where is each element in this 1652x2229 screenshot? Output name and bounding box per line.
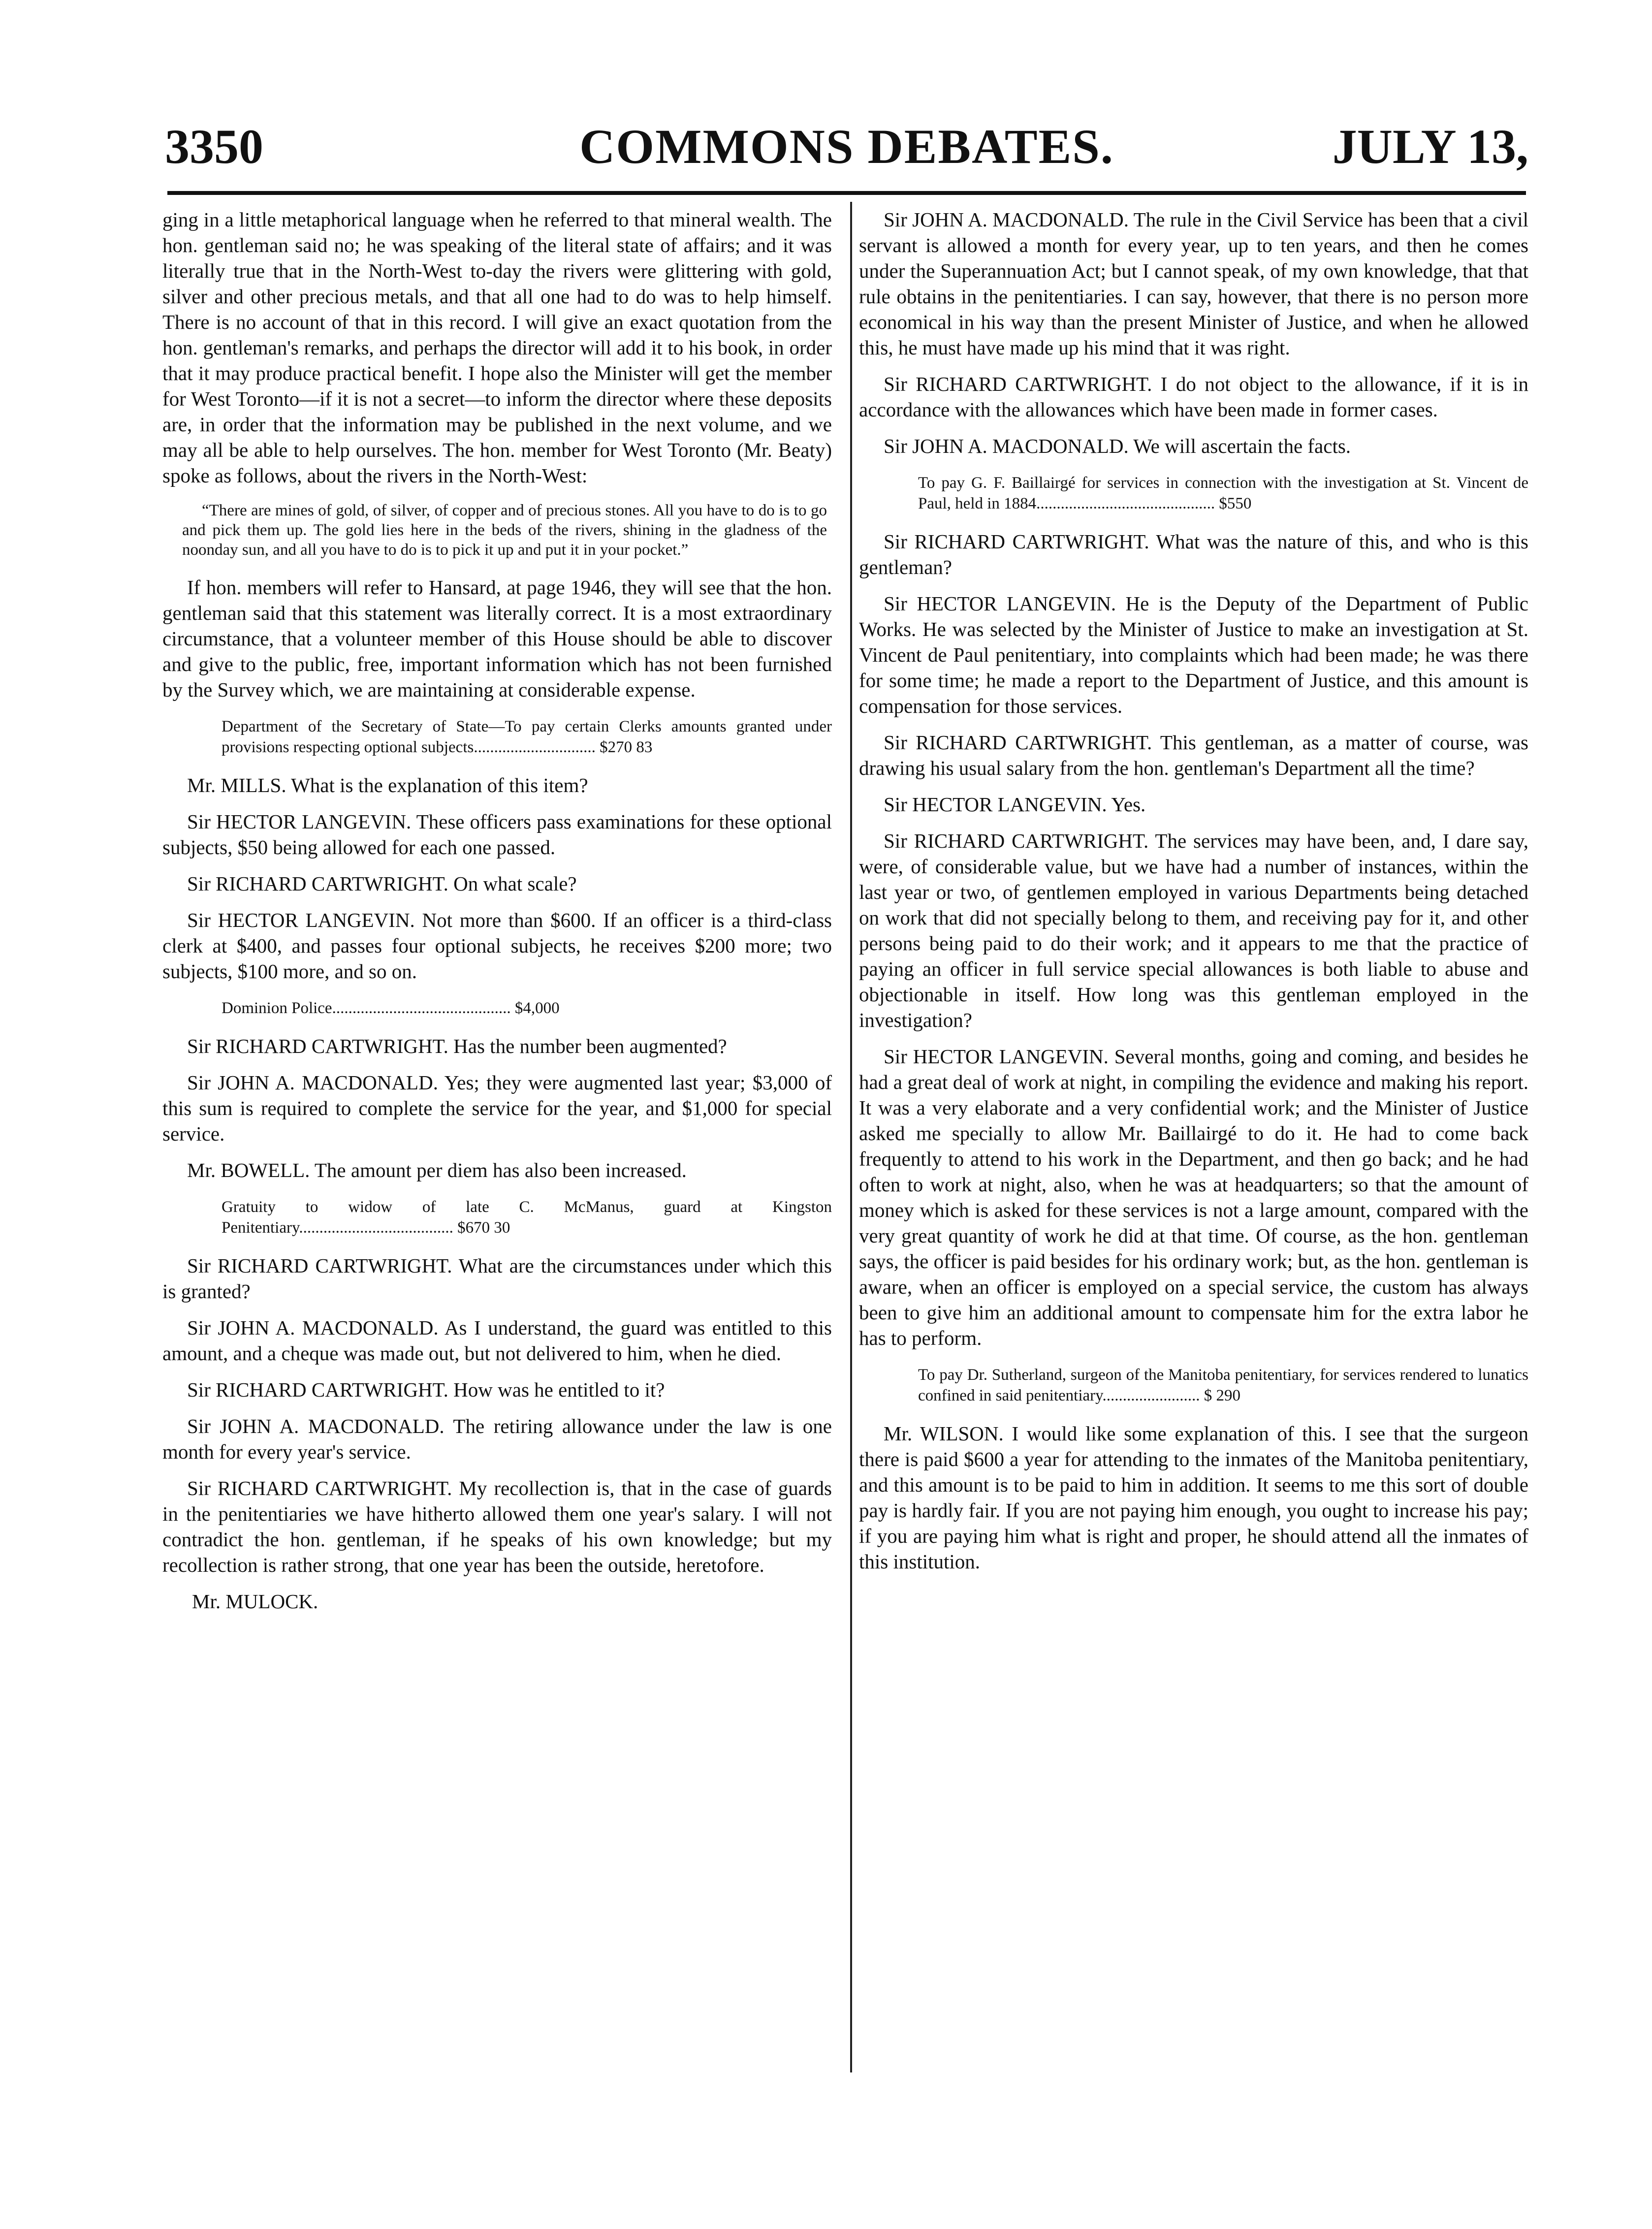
paragraph: Sir RICHARD CARTWRIGHT. My recollection is, that in the case of guards in the penitentiaries we have hitherto allowed them one year's salary. I will not contradict the hon. gentleman, if he speaks of his own knowledge; but my recollection is rather strong, that one year has been the outside, heretofore. xyxy=(162,1477,832,1576)
paragraph: Sir JOHN A. MACDONALD. We will ascertain the facts. xyxy=(884,435,1351,457)
paragraph: Sir HECTOR LANGEVIN. Several months, going and coming, and besides he had a great deal of work at night, in compiling the evidence and making his report. It was a very elaborate and a very confidential work; and the Minister of Justice asked me specially to allow Mr. Baillairgé to do it. He had to come back frequently to attend to his work in the Department, and then go back; and he had often to work at night, also, when he was at headquarters; so that the amount of money which is asked for these services is not a large amount, compared with the very great quantity of work he did at that time. Of course, as the hon. gentleman says, the officer is paid besides for his ordinary work; but, as the hon. gentleman is aware, when an officer is employed on a special service, the custom has always been to give him an additional amount to compensate him for the extra labor he has to perform. xyxy=(859,1045,1528,1349)
paragraph: ging in a little metaphorical language when he referred to that mineral wealth. The hon. gentleman said no; he was speaking of the literal state of affairs; and it was literally true that in the North-West to-day the rivers were glittering with gold, silver and other precious metals, and that all one had to do was to help himself. There is no account of that in this record. I will give an exact quotation from the hon. gentleman's remarks, and perhaps the director will add it to his book, in order that it may produce practical benefit. I hope also the Minister will get the member for West Toronto—if it is not a secret—to inform the director where these deposits are, in order that the information may be published in the next volume, and we may all be able to help ourselves. The hon. member for West Toronto (Mr. Beaty) spoke as follows, about the rivers in the North-West: xyxy=(162,208,832,487)
paragraph: Mr. BOWELL. The amount per diem has also been increased. xyxy=(187,1159,687,1181)
paragraph: Sir RICHARD CARTWRIGHT. Has the number been augmented? xyxy=(187,1035,727,1057)
paragraph: Sir JOHN A. MACDONALD. The rule in the Civil Service has been that a civil servant is allowed a month for every year, up to ten years, and then he comes under the Superannuation Act; but I cannot speak, of my own knowledge, that that rule obtains in the penitentiaries. I can say, however, that there is no person more economical in his way than the present Minister of Justice, and when he allowed this, he must have made up his mind that it was right. xyxy=(859,208,1528,359)
column-divider xyxy=(850,202,852,2072)
estimate-item: Department of the Secretary of State—To pay certain Clerks amounts granted under provisions respecting optional subjects.............................. $270 83 xyxy=(222,718,832,756)
estimate-item: Dominion Police............................................ $4,000 xyxy=(222,999,560,1017)
speaker-continuation: Mr. MULOCK. xyxy=(192,1590,318,1613)
page-date: JULY 13, xyxy=(1332,119,1528,174)
paragraph: Sir HECTOR LANGEVIN. These officers pass examinations for these optional subjects, $50 being allowed for each one passed. xyxy=(162,810,832,859)
paragraph: Sir RICHARD CARTWRIGHT. On what scale? xyxy=(187,872,577,895)
header-rule xyxy=(167,191,1526,195)
paragraph: Sir RICHARD CARTWRIGHT. What was the nature of this, and who is this gentleman? xyxy=(859,530,1528,578)
estimate-item: To pay G. F. Baillairgé for services in connection with the investigation at St. Vincent de Paul, held in 1884............................................ $550 xyxy=(918,474,1528,512)
publication-title: COMMONS DEBATES. xyxy=(579,119,1114,174)
paragraph: Sir HECTOR LANGEVIN. Yes. xyxy=(884,793,1146,816)
estimate-item: To pay Dr. Sutherland, surgeon of the Manitoba penitentiary, for services rendered to lunatics confined in said penitentiary........................ $ 290 xyxy=(918,1366,1528,1404)
paragraph: Mr. WILSON. I would like some explanation of this. I see that the surgeon there is paid $600 a year for attending to the inmates of the Manitoba penitentiary, and this amount is to be paid to him in addition. It seems to me this sort of double pay is hardly fair. If you are not paying him enough, you ought to increase his pay; if you are paying him what is right and proper, he should attend all the inmates of this institution. xyxy=(859,1422,1528,1573)
quotation: “There are mines of gold, of silver, of copper and of precious stones. All you have to do is to go and pick them up. The gold lies here in the beds of the rivers, shining in the gladness of the noonday sun, and all you have to do is to pick it up and put it in your pocket.” xyxy=(182,502,827,559)
paragraph: Sir JOHN A. MACDONALD. As I understand, the guard was entitled to this amount, and a cheque was made out, but not delivered to him, when he died. xyxy=(162,1316,832,1365)
paragraph: Sir HECTOR LANGEVIN. Not more than $600. If an officer is a third-class clerk at $400, and passes four optional subjects, he receives $200 more; two subjects, $100 more, and so on. xyxy=(162,909,832,983)
left-column xyxy=(162,207,832,1625)
paragraph: Sir RICHARD CARTWRIGHT. The services may have been, and, I dare say, were, of considerable value, but we have had a number of instances, within the last year or two, of gentlemen employed in various Departments being detached on work that did not specially belong to them, and receiving pay for it, and other persons being paid to do their work; and it appears to me that the practice of paying an officer in full service special allowances is both liable to abuse and objectionable in itself. How long was this gentleman employed in the investigation? xyxy=(859,829,1528,1031)
paragraph: Sir JOHN A. MACDONALD. Yes; they were augmented last year; $3,000 of this sum is required to complete the service for the year, and $1,000 for special service. xyxy=(162,1071,832,1145)
page-number: 3350 xyxy=(165,119,263,174)
right-column xyxy=(859,207,1528,1585)
estimate-item: Gratuity to widow of late C. McManus, guard at Kingston Penitentiary...................................... $670 30 xyxy=(222,1198,832,1237)
paragraph: Sir HECTOR LANGEVIN. He is the Deputy of the Department of Public Works. He was selected by the Minister of Justice to make an investigation at St. Vincent de Paul penitentiary, into complaints which had been made; he was there for some time; he made a report to the Department of Justice, and this amount is compensation for those services. xyxy=(859,592,1528,717)
paragraph: Sir JOHN A. MACDONALD. The retiring allowance under the law is one month for every year's service. xyxy=(162,1415,832,1463)
paragraph: Sir RICHARD CARTWRIGHT. What are the circumstances under which this is granted? xyxy=(162,1254,832,1303)
paragraph: Sir RICHARD CARTWRIGHT. This gentleman, as a matter of course, was drawing his usual salary from the hon. gentleman's Department all the time? xyxy=(859,731,1528,779)
paragraph: Sir RICHARD CARTWRIGHT. I do not object to the allowance, if it is in accordance with the allowances which have been made in former cases. xyxy=(859,373,1528,421)
page-header xyxy=(165,113,1528,182)
paragraph: Sir RICHARD CARTWRIGHT. How was he entitled to it? xyxy=(187,1378,665,1401)
paragraph: Mr. MILLS. What is the explanation of this item? xyxy=(187,774,588,796)
paragraph: If hon. members will refer to Hansard, at page 1946, they will see that the hon. gentleman said that this statement was literally correct. It is a most extraordinary circumstance, that a volunteer member of this House should be able to discover and give to the public, free, important information which has not been furnished by the Survey which, we are maintaining at considerable expense. xyxy=(162,576,832,701)
